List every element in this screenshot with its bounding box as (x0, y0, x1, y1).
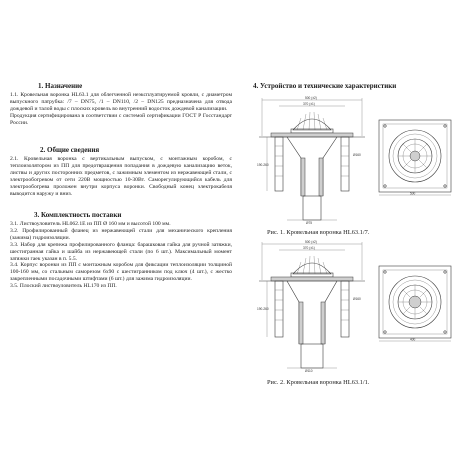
fig2-section-drawing (257, 240, 377, 375)
dim-pipe-2: Ø110 (305, 369, 313, 373)
dim-top-width: 500 (±2) (305, 240, 317, 244)
dim-left: Ø160 (353, 153, 361, 157)
purpose-text: 1.1. Кровельная воронка HL63.1 для облегченной неэксплуатируемой кровли, с диаметром выпускного патрубка: /7 – DN75, /1 – DN110, /2 – DN125 предназначена для отвода дождевой и талой воды с плоских кровель во внутренний водосток дождевой канализации. Продукция сертифицирована в соответствии с системой сертификации ГОСТ Р Госстандарт России. (10, 92, 232, 126)
heading-delivery-set: 3. Комплектность поставки (34, 211, 122, 219)
heading-general-info: 2. Общие сведения (40, 146, 100, 154)
general-info-text: 2.1. Кровельная воронка с вертикальным выпуском, с монтажным коробом, с теплоизолятором из ПП для предотвращения попадания в дождевую канализацию веток, листвы и других посторонних предметов, с зажимным элементом из нержавеющей стали, с электрообогревом от сети 220В мощностью 10-30Вт. Саморегулирующийся кабель для электрообогрева проложен внутри корпуса воронки. Свободный конец электрокабеля выводится наружу и вниз. (10, 156, 232, 197)
dim-box-height: 190-260 (257, 307, 269, 311)
dim-plan-width: 500 (410, 191, 416, 196)
fig1-caption: Рис. 1. Кровельная воронка HL63.1/7. (267, 229, 370, 236)
dim-pipe-1: Ø75 (306, 221, 313, 225)
heading-purpose: 1. Назначение (38, 82, 83, 90)
list-item: 3.3. Набор для крепежа профилированного фланца: барашковая гайка для ручной затяжки, шестигранная гайка и шайба из нержавеющей стали (по 6 шт.). Максимальный момент затяжки гаек указан в п. 5.5. (10, 241, 232, 262)
dim-top-width: 500 (±2) (305, 96, 317, 100)
list-item: 3.4. Корпус воронки из ПП с монтажным коробом для фиксации теплоизоляции толщиной 100-160 мм, со стальным саморезом 6х90 с шестигранником под ключ (4 шт.), с жестко закрепленными посадочными штифтами (6 шт.) для зажима гидроизоляции. (10, 262, 232, 283)
dim-left: Ø160 (353, 297, 361, 301)
list-item: 3.2. Профилированный фланец из нержавеющей стали для механического крепления (зажима) гидроизоляции. (10, 227, 232, 241)
dim-plan-inner: 400 (410, 337, 416, 342)
list-item: 3.5. Плоский листвоуловитель HL170 из ПП. (10, 283, 117, 290)
fig2-caption: Рис. 2. Кровельная воронка HL63.1/1. (267, 379, 370, 386)
heading-specs: 4. Устройство и технические характеристики (253, 82, 397, 90)
dim-top-inner: 370 (±1) (303, 246, 315, 250)
list-item: 3.1. Листвоуловитель HL062.1Е из ПП Ø 160 мм и высотой 100 мм. (10, 221, 171, 227)
fig1-plan-drawing (375, 116, 455, 196)
fig2-plan-drawing (375, 262, 455, 342)
fig1-section-drawing (257, 96, 377, 226)
delivery-set-list (10, 221, 232, 290)
dim-top-inner: 370 (±1) (303, 102, 315, 106)
dim-box-height: 190-260 (257, 163, 269, 167)
